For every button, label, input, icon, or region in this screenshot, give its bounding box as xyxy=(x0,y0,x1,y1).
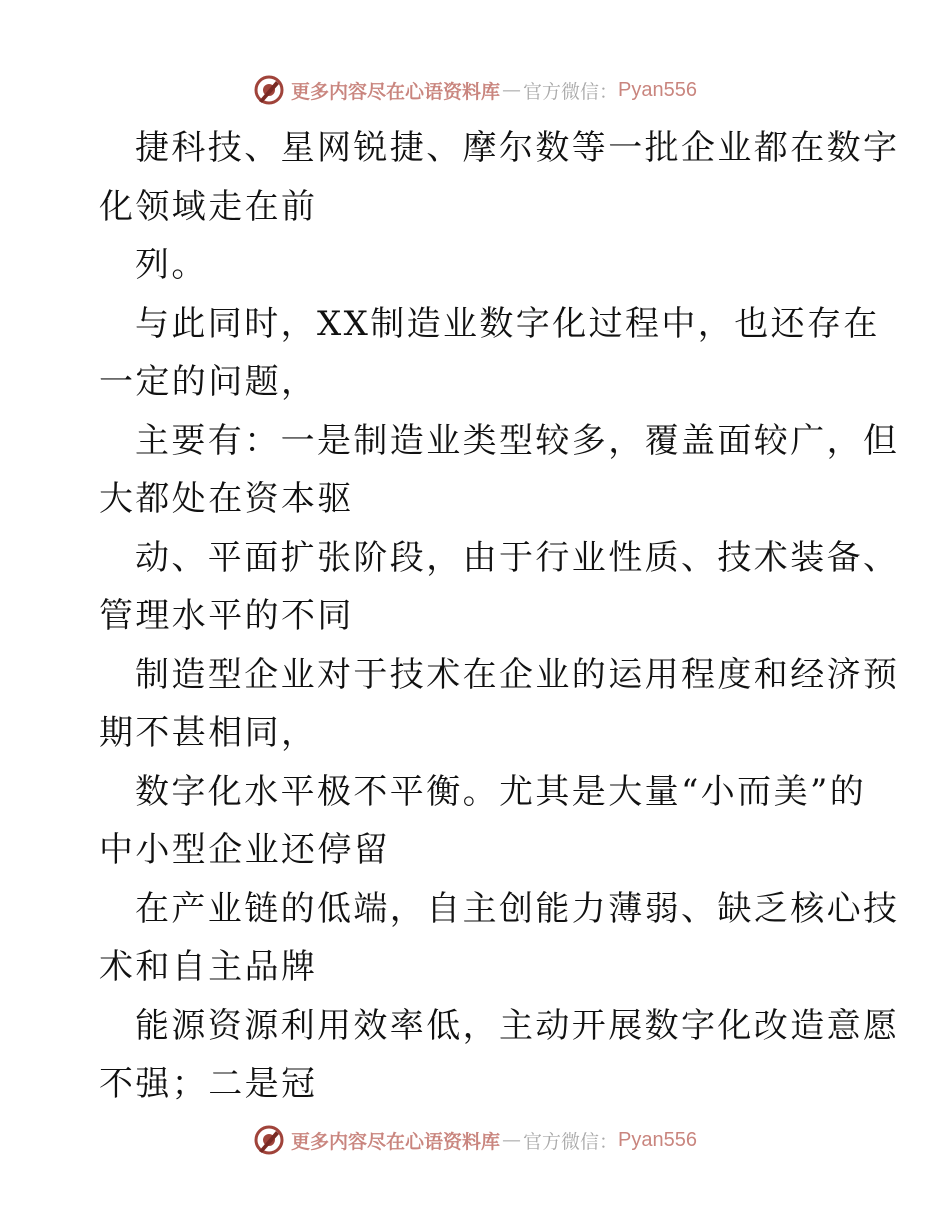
text-line: 能源资源利用效率低，主动开展数字化改造意愿 xyxy=(135,1005,900,1046)
text-line: 动、平面扩张阶段，由于行业性质、技术装备、 xyxy=(135,537,900,578)
text-line: 制造型企业对于技术在企业的运用程度和经济预 xyxy=(135,654,900,695)
banner-wechat-id: Pyan556 xyxy=(618,1128,697,1151)
banner-main-text: 更多内容尽在心语资料库 xyxy=(291,80,501,103)
text-line: 捷科技、星网锐捷、摩尔数等一批企业都在数字 xyxy=(135,128,900,168)
pen-logo-icon xyxy=(253,74,285,106)
document-body xyxy=(99,119,900,1114)
text-line: 大都处在资本驱 xyxy=(99,479,354,519)
text-line: 在产业链的低端，自主创能力薄弱、缺乏核心技 xyxy=(135,888,900,929)
text-line: 一定的问题， xyxy=(99,362,318,402)
text-line: 主要有：一是制造业类型较多，覆盖面较广，但 xyxy=(135,420,900,461)
text-line: 与此同时，XX制造业数字化过程中，也还存在 xyxy=(135,303,880,344)
text-line: 术和自主品牌 xyxy=(99,947,318,987)
text-line: 不强；二是冠 xyxy=(99,1064,318,1104)
banner-wechat-label: 官方微信： xyxy=(523,80,619,103)
banner-main-text: 更多内容尽在心语资料库 xyxy=(291,1130,501,1153)
text-line: 列。 xyxy=(135,245,208,285)
banner-dash: — xyxy=(502,1129,522,1151)
text-line: 管理水平的不同 xyxy=(99,596,354,636)
text-line: 化领域走在前 xyxy=(99,186,318,227)
text-line: 数字化水平极不平衡。尤其是大量“小而美”的 xyxy=(135,771,867,812)
footer-banner xyxy=(0,1120,950,1160)
header-banner xyxy=(0,70,950,110)
banner-wechat-label: 官方微信： xyxy=(523,1130,619,1153)
text-line: 中小型企业还停留 xyxy=(99,830,391,870)
banner-wechat-id: Pyan556 xyxy=(618,78,697,101)
pen-logo-icon xyxy=(253,1124,285,1156)
text-line: 期不甚相同， xyxy=(99,713,318,753)
banner-dash: — xyxy=(502,79,522,101)
